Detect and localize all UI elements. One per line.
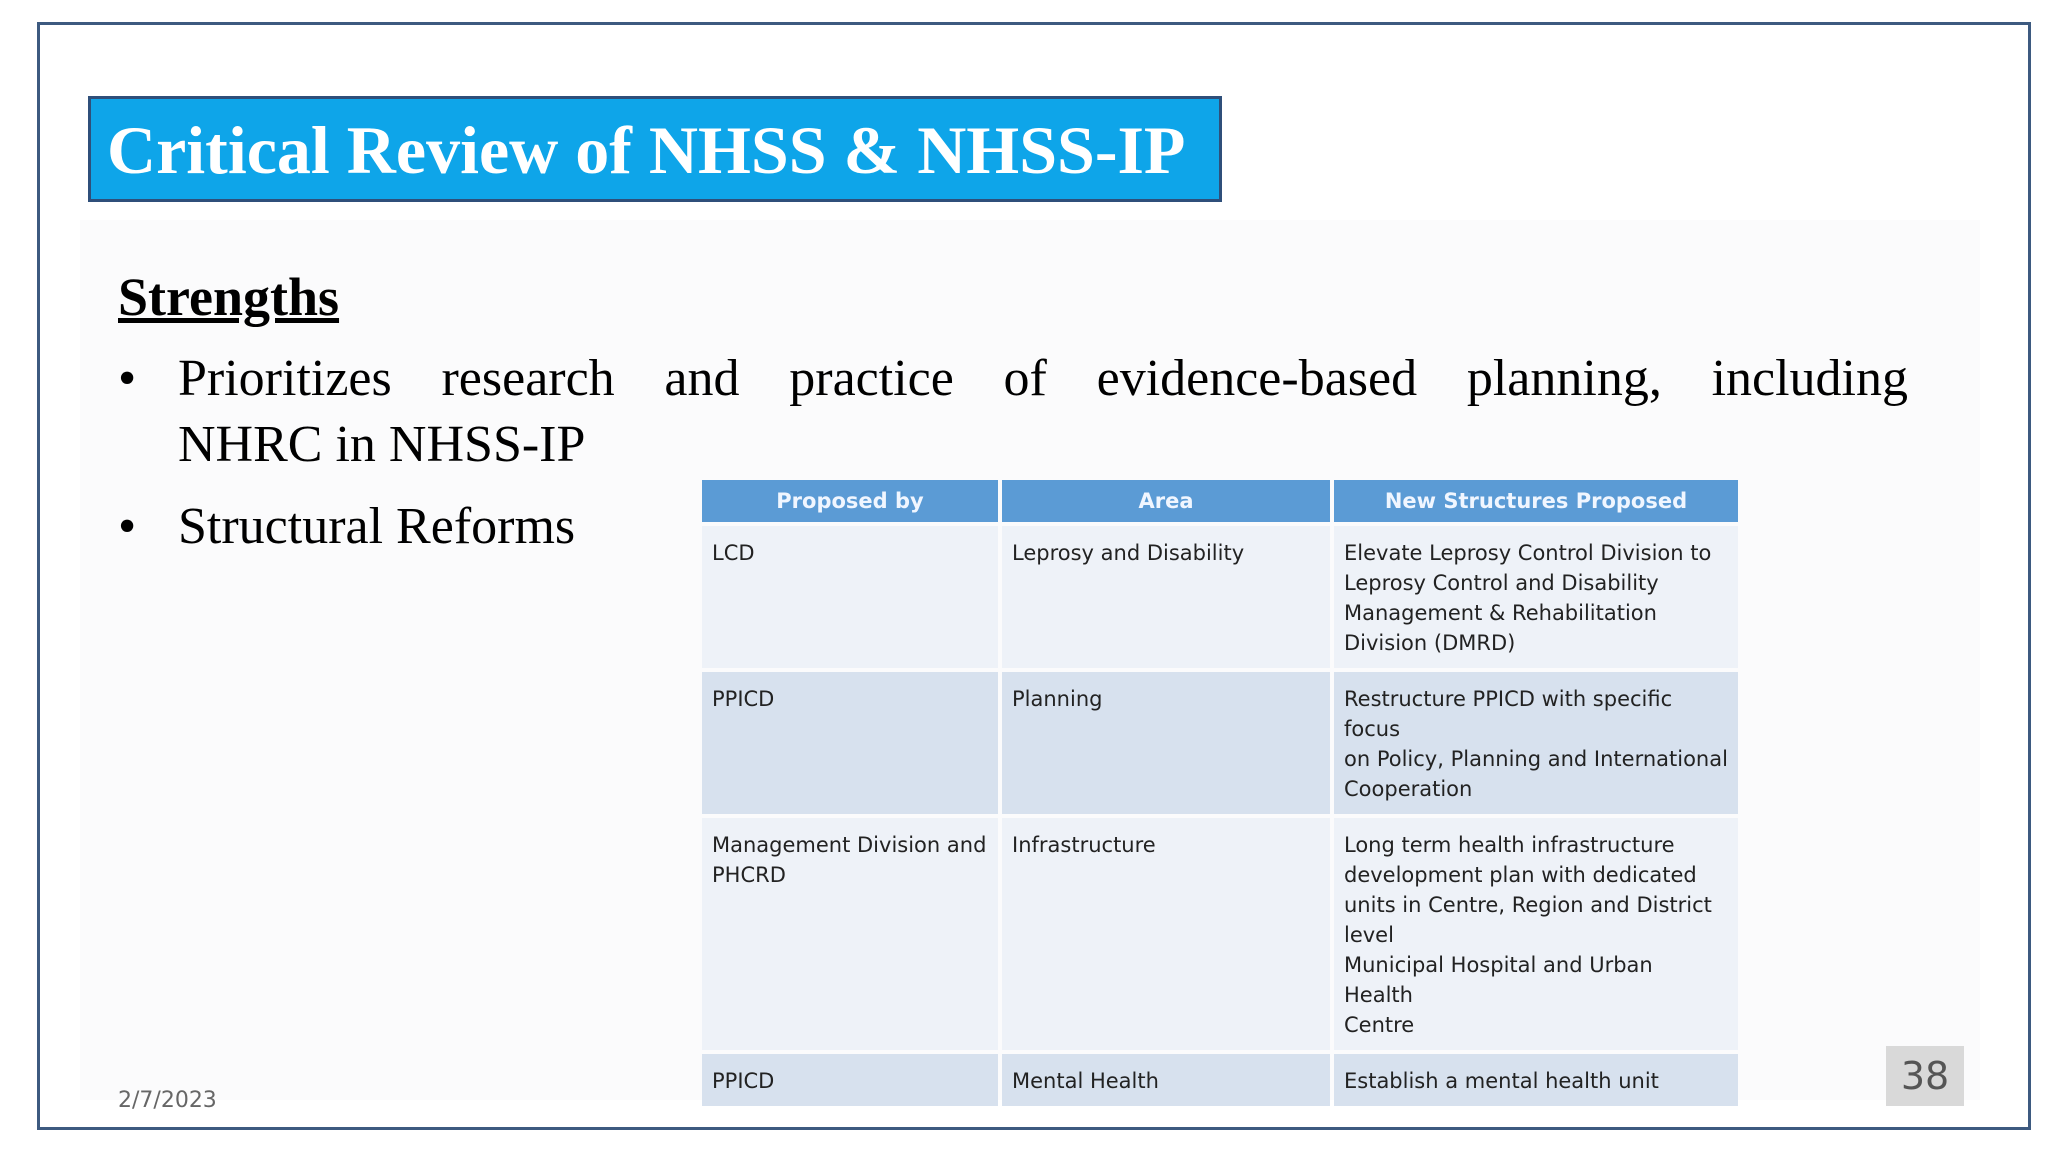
bullet-dot-icon: • bbox=[118, 498, 137, 555]
cell-structures: Elevate Leprosy Control Division to Leprosy Control and Disability Management & Rehabilitation Division (DMRD) bbox=[1334, 526, 1738, 668]
cell-proposed-by: PPICD bbox=[702, 1054, 998, 1106]
bullet-text: Structural Reforms bbox=[178, 498, 576, 555]
cell-structures: Establish a mental health unit bbox=[1334, 1054, 1738, 1106]
cell-structures: Long term health infrastructure development plan with dedicated units in Centre, Region and District level Municipal Hospital and Urban Health Centre bbox=[1334, 818, 1738, 1050]
strengths-heading: Strengths bbox=[118, 267, 340, 327]
cell-area: Mental Health bbox=[1002, 1054, 1330, 1106]
slide-title: Critical Review of NHSS & NHSS-IP bbox=[107, 112, 1186, 188]
cell-structures: Restructure PPICD with specific focus on Policy, Planning and International Cooperation bbox=[1334, 672, 1738, 814]
cell-proposed-by: LCD bbox=[702, 526, 998, 668]
cell-area: Infrastructure bbox=[1002, 818, 1330, 1050]
cell-proposed-by: PPICD bbox=[702, 672, 998, 814]
bullet-dot-icon: • bbox=[118, 350, 137, 407]
table-row bbox=[702, 672, 1738, 814]
table-row bbox=[702, 526, 1738, 668]
table-row bbox=[702, 818, 1738, 1050]
header-new-structures: New Structures Proposed bbox=[1334, 480, 1738, 522]
structures-table bbox=[698, 476, 1742, 1110]
table-header-row bbox=[702, 480, 1738, 522]
cell-area: Leprosy and Disability bbox=[1002, 526, 1330, 668]
page-number: 38 bbox=[1886, 1046, 1964, 1106]
bullet-text-line2: NHRC in NHSS-IP bbox=[178, 416, 586, 473]
table-row bbox=[702, 1054, 1738, 1106]
title-banner bbox=[88, 96, 1222, 202]
cell-proposed-by: Management Division and PHCRD bbox=[702, 818, 998, 1050]
header-area: Area bbox=[1002, 480, 1330, 522]
cell-area: Planning bbox=[1002, 672, 1330, 814]
slide-date: 2/7/2023 bbox=[118, 1088, 217, 1113]
bullet-text-line1: Prioritizes research and practice of evidence-based planning, including bbox=[178, 350, 1908, 407]
header-proposed-by: Proposed by bbox=[702, 480, 998, 522]
